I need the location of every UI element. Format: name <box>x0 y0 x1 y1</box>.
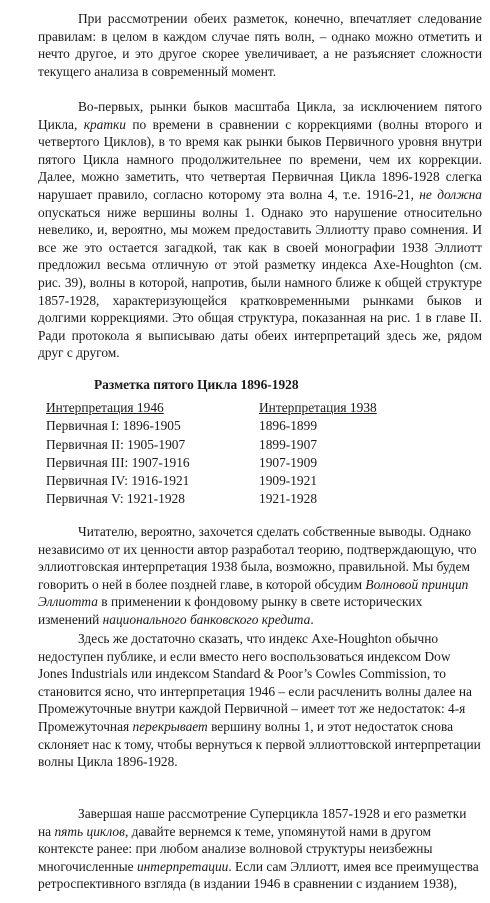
table-cell: 1909-1921 <box>259 473 318 489</box>
table-cell: 1899-1907 <box>259 436 318 452</box>
paragraph-2-text-e: опускаться ниже вершины волны 1. Однако это нарушение относительно невелико, и, вероятно, мы можем предоставить Эллиотту право сомнения. И все же это остается загадкой, так как в своей монографии 1938 Эллиотт предложил весьма отличную от этой разметку индекса Axe-Houghton (см. рис. 39), волны в которой, напротив, были намного ближе к общей структуре 1857-1928, характеризующейся кратковременными рынками быков и долгими коррекциями. Это общая структура, показанная на рис. 1 в главе II. Ради протокола я выписываю даты обеих интерпретаций здесь же, рядом друг с другом. <box>38 204 482 361</box>
table-title: Разметка пятого Цикла 1896-1928 <box>94 377 299 392</box>
table-column-1938 <box>259 399 377 509</box>
paragraph-5-text-c: , давайте вернемся к теме, упомянутой нами в другом контексте ранее: при любом анализе волновой структуры неизбежны многочисленные <box>38 823 433 874</box>
paragraph-3-text-e: . <box>310 611 314 627</box>
table-header-1938: Интерпретация 1938 <box>259 400 377 415</box>
table-row: Первичная IV: 1916-1921 <box>46 473 190 489</box>
table-cell: 1921-1928 <box>259 491 318 507</box>
paragraph-1 <box>38 10 482 80</box>
paragraph-5-emphasis-pyat-ciklov: пять циклов <box>54 823 125 839</box>
paragraph-3 <box>38 523 482 629</box>
paragraph-3-text-c: в применении к фондовому рынку в свете исторических изменений <box>38 594 423 627</box>
table-row: Первичная II: 1905-1907 <box>46 436 186 452</box>
table-cell: 1896-1899 <box>259 418 318 434</box>
table-column-1946 <box>46 399 190 509</box>
table-row: Первичная III: 1907-1916 <box>46 454 190 470</box>
paragraph-2-text-c: по времени в сравнении с коррекциями (волны второго и четвертого Циклов), в то время как рынки быков Первичного уровня внутри пятого Цикла намного продолжительнее по времени, чем их коррекции. Далее, можно заметить, что четвертая Первичная Цикла 1896-1928 слегка нарушает правило, согласно которому эта волна 4, т.е. 1916-21, <box>38 116 482 202</box>
table-row: Первичная V: 1921-1928 <box>46 491 185 507</box>
paragraph-4 <box>38 630 482 771</box>
paragraph-2 <box>38 98 482 362</box>
paragraph-3-emphasis-volnovoy-princip: Волновой принцип Эллиотта <box>38 576 469 610</box>
paragraph-5 <box>38 805 482 893</box>
paragraph-4-emphasis-perekryvaet: перекрывает <box>132 718 208 734</box>
paragraph-5-text-e: . Если сам Эллиотт, имея все преимущества ретроспективного взгляда (в издании 1946 в сравнении с изданием 1938), <box>38 858 479 892</box>
table-cell: 1907-1909 <box>259 454 318 470</box>
paragraph-4-text-a: Здесь же достаточно сказать, что индекс Axe-Houghton обычно недоступен публике, и если вместо него воспользоваться индексом Dow Jones Industrials или индексом Standard & Poor’s Cowles Commission, то становится ясно, что интерпретация 1946 – если расчленить волны далее на Промежуточные внутри каждой Первичной – имеет тот же недостаток: 4-я Промежуточная <box>38 631 472 734</box>
paragraph-2-emphasis-ne-dolzhna: не должна <box>419 186 482 202</box>
paragraph-5-text-a: Завершая наше рассмотрение Суперцикла 1857-1928 и его разметки на <box>38 806 467 839</box>
paragraph-5-emphasis-interpretacii: интерпретации <box>136 858 229 874</box>
paragraph-3-emphasis-kredit: национального банковского кредита <box>102 611 311 627</box>
paragraph-1-text: При рассмотрении обеих разметок, конечно, впечатляет следование правилам: в целом в каждом случае пять волн, – однако можно отметить и нечто другое, и это другое скорее увеличивает, а не разъясняет сложности текущего анализа в современный момент. <box>38 11 482 79</box>
paragraph-2-emphasis-kratki: кратки <box>83 116 126 132</box>
paragraph-4-text-c: вершину волны 1, и этот недостаток снова склоняет нас к тому, чтобы вернуться к первой эллиоттовской интерпретации волны Цикла 1896-1928. <box>38 718 481 770</box>
table-row: Первичная I: 1896-1905 <box>46 418 181 434</box>
paragraph-2-text-a: Во-первых, рынки быков масштаба Цикла, за исключением пятого Цикла, <box>38 99 482 132</box>
table-header-1946: Интерпретация 1946 <box>46 400 164 415</box>
paragraph-3-text-a: Читателю, вероятно, захочется сделать собственные выводы. Однако независимо от их ценности автор разработал теорию, подтверждающую, что эллиотговская интерпретация 1938 была, возможно, правильной. Мы будем говорить о ней в более поздней главе, в которой обсудим <box>38 524 477 592</box>
